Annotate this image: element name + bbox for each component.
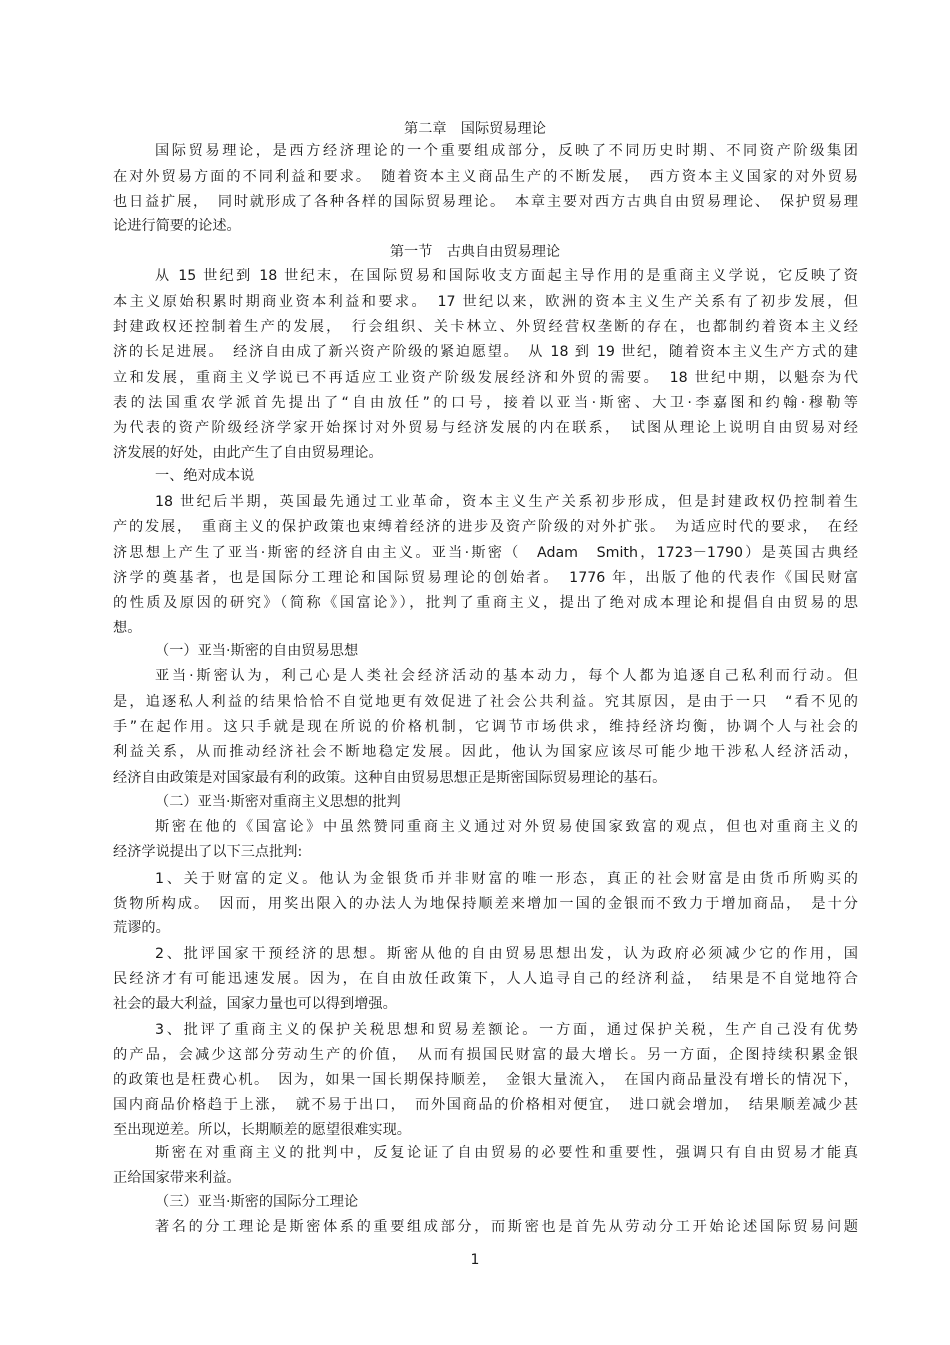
body-line: 3、批评了重商主义的保护关税思想和贸易差额论。一方面，通过保护关税，生产自己没有优势 [155,1022,858,1038]
body-line: 货物所构成。 因而，用奖出限入的办法人为地保持顺差来增加一国的金银而不致力于增加商品， 是十分 [113,896,858,912]
body-line: 著名的分工理论是斯密体系的重要组成部分，而斯密也是首先从劳动分工开始论述国际贸易问题 [155,1219,858,1235]
subheading: 一、绝对成本说 [155,468,255,484]
body-line: 民经济才有可能迅速发展。因为，在自由放任政策下，人人追寻自己的经济利益， 结果是不自觉地符合 [113,971,858,987]
body-line: 想。 [113,620,142,636]
body-line: 国内商品价格趋于上涨， 就不易于出口， 而外国商品的价格相对便宜， 进口就会增加， 结果顺差减少甚 [113,1097,858,1113]
body-line: 1、关于财富的定义。他认为金银货币并非财富的唯一形态，真正的社会财富是由货币所购买的 [155,871,858,887]
body-line: 荒谬的。 [113,920,170,936]
body-line: 国际贸易理论，是西方经济理论的一个重要组成部分，反映了不同历史时期、不同资产阶级集团 [155,143,858,159]
body-line: 经济自由政策是对国家最有利的政策。这种自由贸易思想正是斯密国际贸易理论的基石。 [113,770,667,786]
body-line: 济学的奠基者，也是国际分工理论和国际贸易理论的创始者。 1776 年，出版了他的代表作《国民财富 [113,570,858,586]
body-line: 的政策也是枉费心机。 因为，如果一国长期保持顺差， 金银大量流入， 在国内商品量没有增长的情况下， [113,1072,858,1088]
body-line: 从 15 世纪到 18 世纪末，在国际贸易和国际收支方面起主导作用的是重商主义学说，它反映了资 [155,268,858,284]
subheading: （三）亚当·斯密的国际分工理论 [155,1194,359,1210]
subheading: （一）亚当·斯密的自由贸易思想 [155,643,359,659]
body-line: 是，追逐私人利益的结果恰恰不自觉地更有效促进了社会公共利益。究其原因，是由于一只 “看不见的 [113,694,858,710]
body-line: 产的发展， 重商主义的保护政策也束缚着经济的进步及资产阶级的对外扩张。 为适应时代的要求， 在经 [113,519,858,535]
body-line: 论进行简要的论述。 [113,218,241,234]
body-line: 斯密在他的《国富论》中虽然赞同重商主义通过对外贸易使国家致富的观点，但也对重商主义的 [155,819,858,835]
body-line: 至出现逆差。所以，长期顺差的愿望很难实现。 [113,1122,411,1138]
body-line: 2、批评国家干预经济的思想。斯密从他的自由贸易思想出发，认为政府必须减少它的作用，国 [155,946,858,962]
body-line: 济思想上产生了亚当·斯密的经济自由主义。亚当·斯密（ Adam Smith，1723－1790）是英国古典经 [113,545,858,561]
body-line: 的产品，会减少这部分劳动生产的价值， 从而有损国民财富的最大增长。另一方面，企图持续积累金银 [113,1047,858,1063]
chapter-title: 第二章 国际贸易理论 [404,121,546,137]
body-line: 手”在起作用。这只手就是现在所说的价格机制，它调节市场供求，维持经济均衡，协调个人与社会的 [113,719,858,735]
body-line: 本主义原始积累时期商业资本利益和要求。 17 世纪以来，欧洲的资本主义生产关系有了初步发展，但 [113,294,858,310]
body-line: 在对外贸易方面的不同利益和要求。 随着资本主义商品生产的不断发展， 西方资本主义国家的对外贸易 [113,169,858,185]
body-line: 经济学说提出了以下三点批判: [113,844,303,860]
body-line: 18 世纪后半期，英国最先通过工业革命，资本主义生产关系初步形成，但是封建政权仍控制着生 [155,494,858,510]
section-title: 第一节 古典自由贸易理论 [389,244,561,260]
body-line: 济发展的好处，由此产生了自由贸易理论。 [113,445,383,461]
body-line: 为代表的资产阶级经济学家开始探讨对外贸易与经济发展的内在联系， 试图从理论上说明自由贸易对经 [113,420,858,436]
subheading: （二）亚当·斯密对重商主义思想的批判 [155,794,401,810]
body-line: 封建政权还控制着生产的发展， 行会组织、关卡林立、外贸经营权垄断的存在，也都制约着资本主义经 [113,319,858,335]
body-line: 亚当·斯密认为，利己心是人类社会经济活动的基本动力，每个人都为追逐自己私利而行动。但 [155,668,858,684]
body-line: 表的法国重农学派首先提出了“自由放任”的口号，接着以亚当·斯密、大卫·李嘉图和约翰·穆勒等 [113,395,858,411]
body-line: 斯密在对重商主义的批判中，反复论证了自由贸易的必要性和重要性，强调只有自由贸易才能真 [155,1145,858,1161]
body-line: 济的长足进展。 经济自由成了新兴资产阶级的紧迫愿望。 从 18 到 19 世纪，随着资本主义生产方式的建 [113,344,858,360]
body-line: 立和发展，重商主义学说已不再适应工业资产阶级发展经济和外贸的需要。 18 世纪中期，以魁奈为代 [113,370,858,386]
body-line: 利益关系，从而推动经济社会不断地稳定发展。因此，他认为国家应该尽可能少地干涉私人经济活动， [113,744,858,760]
body-line: 正给国家带来利益。 [113,1170,241,1186]
body-line: 也日益扩展， 同时就形成了各种各样的国际贸易理论。 本章主要对西方古典自由贸易理论、 保护贸易理 [113,194,858,210]
body-line: 社会的最大利益，国家力量也可以得到增强。 [113,996,397,1012]
body-line: 的性质及原因的研究》（简称《国富论》），批判了重商主义，提出了绝对成本理论和提倡自由贸易的思 [113,595,858,611]
page-number: 1 [470,1252,480,1268]
